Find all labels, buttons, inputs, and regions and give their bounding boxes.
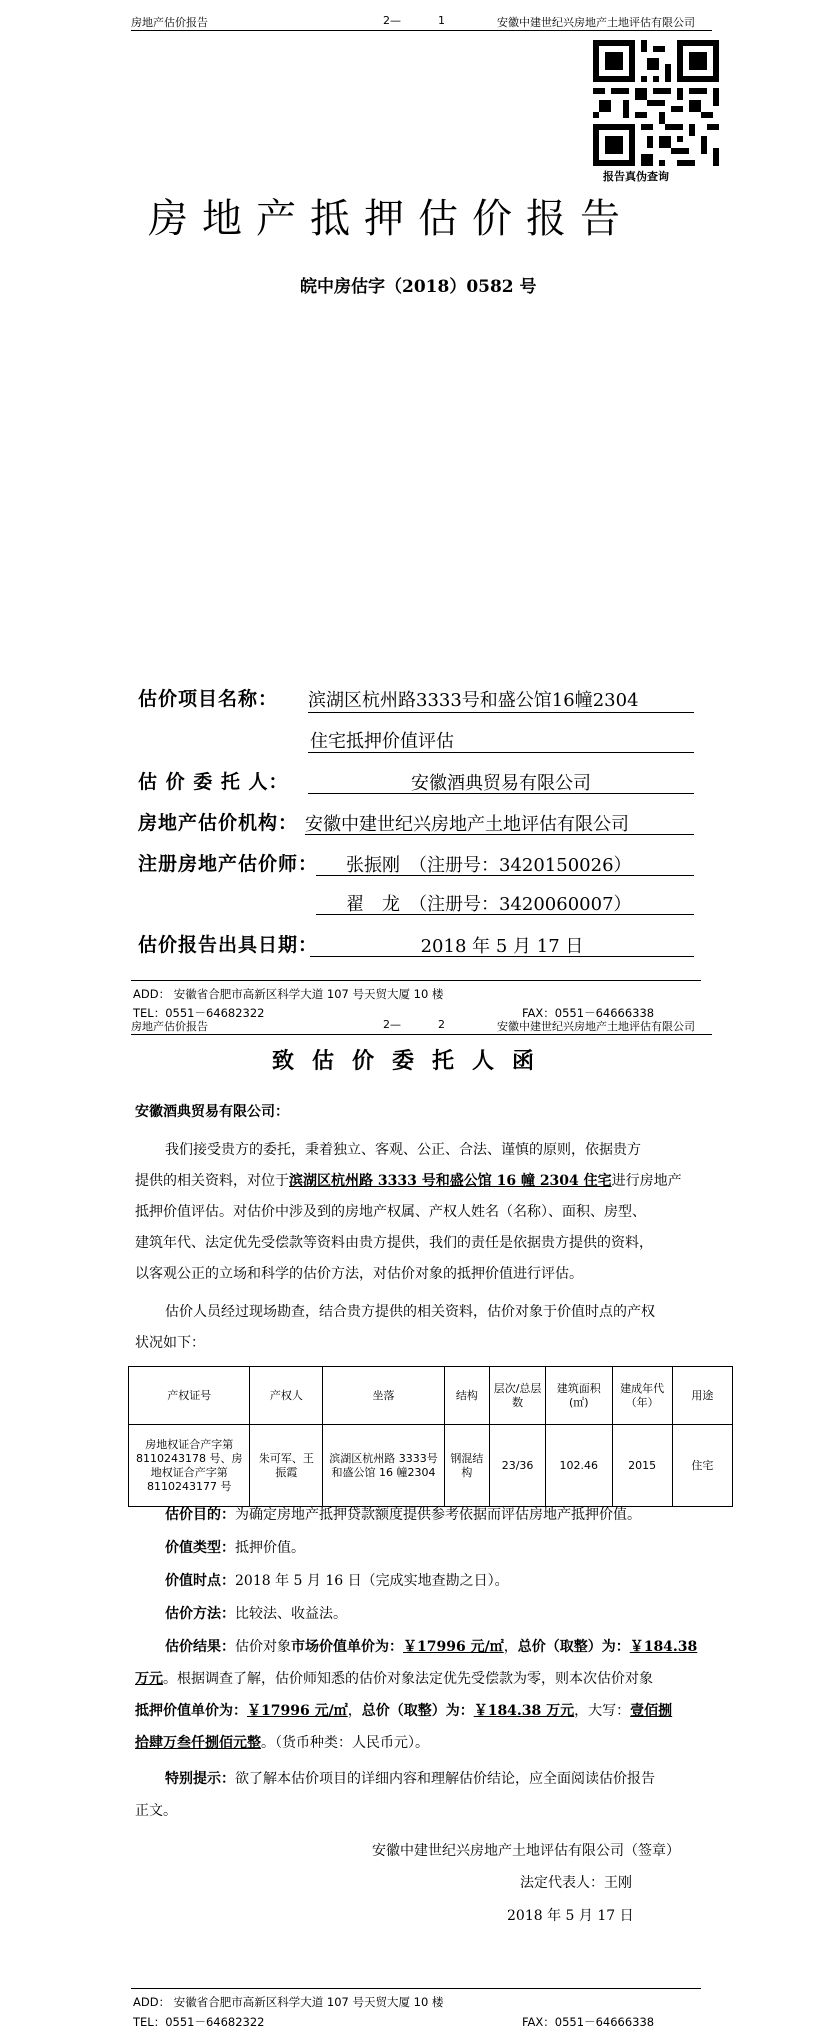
page2-footer-address: ADD： 安徽省合肥市高新区科学大道 107 号天贸大厦 10 楼 (133, 1995, 444, 2009)
agency-label: 房地产估价机构： (138, 812, 299, 834)
market-total-price: ￥184.38 (629, 1639, 698, 1655)
table-header-cell: 结构 (444, 1367, 489, 1425)
para1-line2: 提供的相关资料，对位于滨湖区杭州路 3333 号和盛公馆 16 幢 2304 住宅进行房地产 (135, 1173, 682, 1189)
page2-footer-fax: FAX：0551－64666338 (522, 2015, 655, 2029)
page1-footer-address: ADD： 安徽省合肥市高新区科学大道 107 号天贸大厦 10 楼 (133, 987, 444, 1001)
page2-header-left: 房地产估价报告 (131, 1020, 208, 1033)
table-cell: 102.46 (546, 1425, 613, 1507)
table-cell: 2015 (612, 1425, 672, 1507)
result-line2: 万元。根据调查了解，估价师知悉的估价对象法定优先受偿款为零，则本次估价对象 (135, 1671, 653, 1687)
notice-line1: 特别提示：欲了解本估价项目的详细内容和理解估价结论，应全面阅读估价报告 (165, 1771, 655, 1787)
result-line4: 拾肆万叁仟捌佰元整。（货币种类：人民币元）。 (135, 1735, 429, 1751)
client-value: 安徽酒典贸易有限公司 (411, 773, 591, 794)
sign-company: 安徽中建世纪兴房地产土地评估有限公司（签章） (372, 1843, 680, 1859)
table-header-row (129, 1367, 733, 1425)
page1-header-center: 2— (383, 14, 401, 27)
page2-page-number: 2 (438, 1018, 445, 1031)
agency-underline (305, 834, 694, 835)
sign-representative: 法定代表人：王刚 (520, 1875, 632, 1891)
table-cell: 朱可军、王振霞 (250, 1425, 323, 1507)
page1-footer-rule (131, 980, 701, 981)
table-cell: 房地权证合产字第8110243178 号、房地权证合产字第8110243177 号 (129, 1425, 250, 1507)
report-title: 房地产抵押估价报告 (148, 196, 634, 242)
page2-header-rule (131, 1034, 712, 1035)
purpose-line: 估价目的：为确定房地产抵押贷款额度提供参考依据而评估房地产抵押价值。 (165, 1507, 641, 1523)
notice-line2: 正文。 (135, 1803, 177, 1819)
letter-title: 致估价委托人函 (272, 1048, 553, 1074)
qr-code-icon[interactable] (593, 40, 719, 166)
para2-line2: 状况如下： (135, 1335, 205, 1351)
page1-header-left: 房地产估价报告 (131, 16, 208, 29)
table-row (129, 1425, 733, 1507)
appraiser-underline-2 (316, 914, 694, 915)
table-header-cell: 建成年代（年） (612, 1367, 672, 1425)
date-label: 估价报告出具日期： (138, 934, 319, 956)
page2-footer-rule (131, 1988, 701, 1989)
table-header-cell: 产权人 (250, 1367, 323, 1425)
result-line3: 抵押价值单价为：￥17996 元/㎡，总价（取整）为：￥184.38 万元，大写：壹佰捌 (135, 1703, 673, 1719)
property-address: 滨湖区杭州路 3333 号和盛公馆 16 幢 2304 住宅 (289, 1173, 612, 1189)
agency-value: 安徽中建世纪兴房地产土地评估有限公司 (305, 814, 629, 835)
project-value-line2: 住宅抵押价值评估 (310, 731, 454, 752)
project-label: 估价项目名称： (138, 688, 279, 710)
sign-date: 2018 年 5 月 17 日 (507, 1908, 634, 1924)
qr-caption: 报告真伪查询 (603, 170, 669, 183)
page1-footer-tel: TEL：0551－64682322 (133, 1006, 265, 1020)
client-label: 估 价 委 托 人： (138, 771, 289, 793)
para1-line5: 以客观公正的立场和科学的估价方法，对估价对象的抵押价值进行评估。 (135, 1266, 583, 1282)
table-header-cell: 产权证号 (129, 1367, 250, 1425)
table-cell: 钢混结构 (444, 1425, 489, 1507)
result-line1: 估价结果：估价对象市场价值单价为：￥17996 元/㎡，总价（取整）为：￥184.38 (165, 1639, 698, 1655)
method-line: 估价方法：比较法、收益法。 (165, 1606, 347, 1622)
para1-line3: 抵押价值评估。对估价中涉及到的房地产权属、产权人姓名（名称）、面积、房型、 (135, 1204, 646, 1220)
property-table (128, 1366, 733, 1507)
page1-footer-fax: FAX：0551－64666338 (522, 1006, 655, 1020)
project-value-line1: 滨湖区杭州路3333号和盛公馆16幢2304 (308, 690, 639, 711)
table-header-cell: 用途 (672, 1367, 732, 1425)
page1-page-number: 1 (438, 14, 445, 27)
client-underline (308, 793, 694, 794)
appraiser-2: 翟 龙 （注册号：3420060007） (346, 894, 632, 915)
table-cell: 滨湖区杭州路 3333号和盛公馆 16 幢2304 (323, 1425, 444, 1507)
mortgage-unit-price: ￥17996 元/㎡ (247, 1703, 348, 1719)
table-cell: 住宅 (672, 1425, 732, 1507)
project-underline-2 (308, 752, 694, 753)
page2-footer-tel: TEL：0551－64682322 (133, 2015, 265, 2029)
appraiser-1: 张振刚 （注册号：3420150026） (346, 855, 632, 876)
para1-line4: 建筑年代、法定优先受偿款等资料由贵方提供，我们的责任是依据贵方提供的资料， (135, 1235, 653, 1251)
date-underline (310, 956, 694, 957)
market-unit-price: ￥17996 元/㎡ (403, 1639, 504, 1655)
page1-header-right: 安徽中建世纪兴房地产土地评估有限公司 (497, 16, 695, 29)
table-header-cell: 层次/总层数 (490, 1367, 546, 1425)
para2-line1: 估价人员经过现场勘查，结合贵方提供的相关资料，估价对象于价值时点的产权 (165, 1304, 655, 1320)
report-ref-number: 皖中房估字（2018）0582 号 (300, 277, 537, 297)
value-time-line: 价值时点：2018 年 5 月 16 日（完成实地查勘之日）。 (165, 1573, 509, 1589)
date-value: 2018 年 5 月 17 日 (420, 936, 584, 957)
project-underline-1 (308, 712, 694, 713)
appraiser-underline-1 (316, 875, 694, 876)
para1-line1: 我们接受贵方的委托，秉着独立、客观、公正、合法、谨慎的原则，依据贵方 (165, 1142, 641, 1158)
letter-salutation: 安徽酒典贸易有限公司： (135, 1104, 289, 1120)
page1-header-rule (131, 30, 712, 31)
mortgage-total-price: ￥184.38 万元 (473, 1703, 575, 1719)
table-header-cell: 坐落 (323, 1367, 444, 1425)
page2-header-center: 2— (383, 1018, 401, 1031)
page2-header-right: 安徽中建世纪兴房地产土地评估有限公司 (497, 1020, 695, 1033)
table-header-cell: 建筑面积(㎡) (546, 1367, 613, 1425)
value-type-line: 价值类型：抵押价值。 (165, 1540, 305, 1556)
table-cell: 23/36 (490, 1425, 546, 1507)
amount-in-words: 拾肆万叁仟捌佰元整 (135, 1735, 261, 1751)
appraiser-label: 注册房地产估价师： (138, 853, 319, 875)
